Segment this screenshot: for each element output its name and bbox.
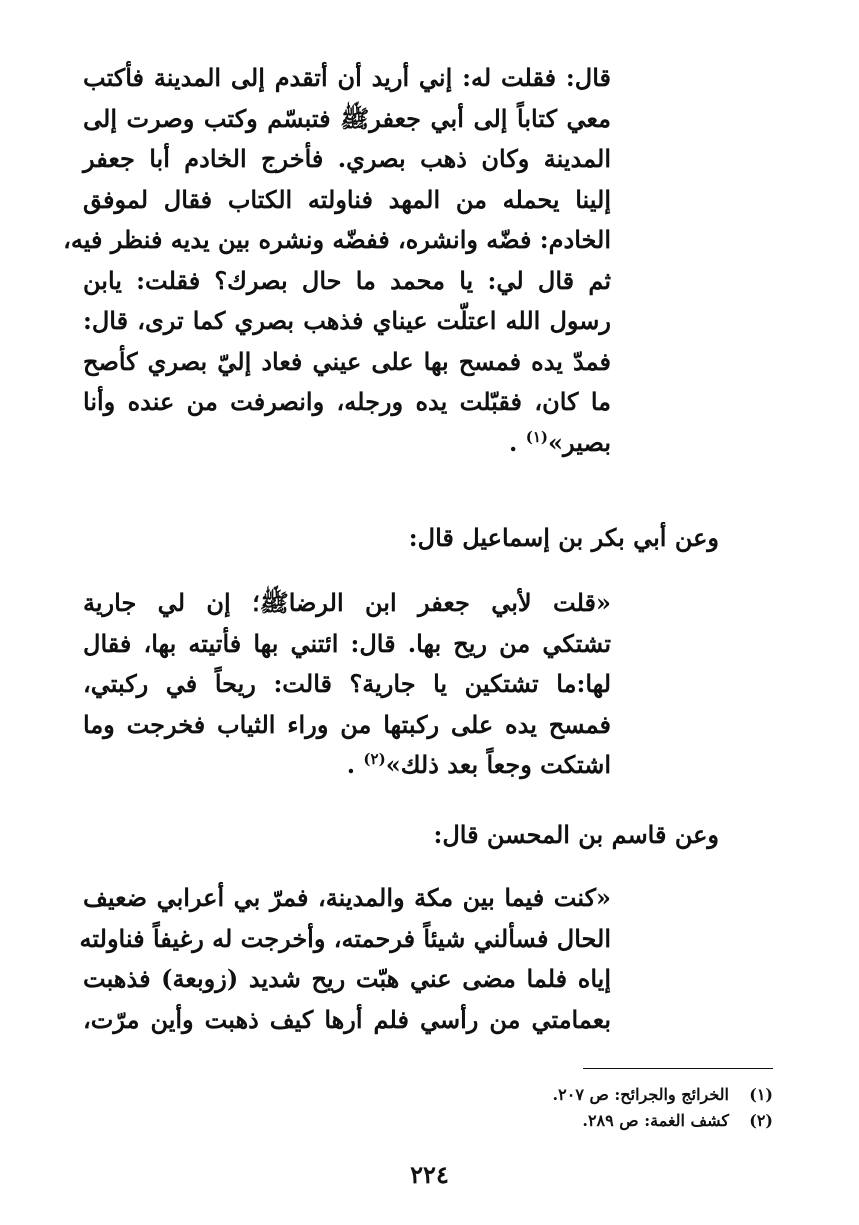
- footnote-ref-2[interactable]: (٢): [363, 750, 386, 768]
- text-line: رسول الله اعتلّت عيناي فذهب بصري كما ترى، قال:: [83, 306, 611, 335]
- text-line: بعمامتي من رأسي فلم أرها كيف ذهبت وأين مرّت،: [83, 1004, 611, 1034]
- text-line: لها:ما تشتكين يا جارية؟ قالت: ريحاً في ركبتي،: [83, 669, 611, 698]
- intro-line-2: وعن أبي بكر بن إسماعيل قال:: [408, 523, 719, 552]
- footnote-2: [553, 1108, 773, 1134]
- footnote-text: الخرائج والجرائح: ص ٢٠٧.: [552, 1085, 729, 1104]
- text-line: ما كان، فقبّلت يده ورجله، وانصرفت من عنده وأنا: [83, 387, 611, 416]
- end-punct: .: [509, 427, 518, 457]
- text-line: إياه فلما مضى عني هبّت ريح شديد (زوبعة) فذهبت: [83, 964, 611, 993]
- text-line: المدينة وكان ذهب بصري. فأخرج الخادم أبا جعفر: [83, 144, 611, 173]
- footnote-number: (٢): [749, 1111, 773, 1130]
- text-line: فمسح يده على ركبتها من وراء الثياب فخرجت وما: [83, 709, 611, 739]
- text-line: الحال فسألني شيئاً فرحمته، وأخرجت له رغيفاً فناولته: [79, 923, 611, 953]
- text-line-last: [83, 745, 611, 786]
- text-line: إلينا يحمله من المهد فناولته الكتاب فقال لموفق: [83, 184, 611, 214]
- paragraph-3: [79, 878, 611, 1040]
- text-line: الخادم: فضّه وانشره، ففضّه ونشره بين يديه فنظر فيه،: [63, 225, 611, 254]
- text-line: فمدّ يده فمسح بها على عيني فعاد إليّ بصري كأصح: [83, 346, 611, 376]
- text-line: معي كتاباً إلى أبي جعفرﷺ فتبسّم وكتب وصرت إلى: [83, 103, 611, 133]
- text-line: قال: فقلت له: إني أريد أن أتقدم إلى المدينة فأكتب: [83, 63, 611, 92]
- footnote-number: (١): [749, 1085, 773, 1104]
- end-punct: .: [346, 750, 356, 779]
- footnotes: [553, 1082, 773, 1134]
- footnote-ref-1[interactable]: (١): [525, 427, 549, 446]
- page-number: ٢٢٤: [410, 1160, 449, 1189]
- text-line: «قلت لأبي جعفر ابن الرضاﷺ؛ إن لي جارية: [83, 588, 611, 617]
- paragraph-2: [83, 583, 611, 786]
- footnote-divider: [583, 1068, 773, 1069]
- footnote-1: [553, 1082, 773, 1108]
- quote-end-text: اشتكت وجعاً بعد ذلك»: [385, 750, 611, 779]
- text-line-last: [83, 423, 611, 464]
- text-line: ثم قال لي: يا محمد ما حال بصرك؟ فقلت: يابن: [83, 265, 611, 295]
- paragraph-1: [63, 58, 611, 463]
- quote-end-text: بصير»: [548, 427, 611, 457]
- footnote-text: كشف الغمة: ص ٢٨٩.: [582, 1111, 729, 1130]
- text-line: «كنت فيما بين مكة والمدينة، فمرّ بي أعرابي ضعيف: [83, 883, 611, 912]
- text-line: تشتكي من ريح بها. قال: ائتني بها فأتيته بها، فقال: [83, 628, 611, 658]
- intro-line-3: وعن قاسم بن المحسن قال:: [433, 820, 719, 849]
